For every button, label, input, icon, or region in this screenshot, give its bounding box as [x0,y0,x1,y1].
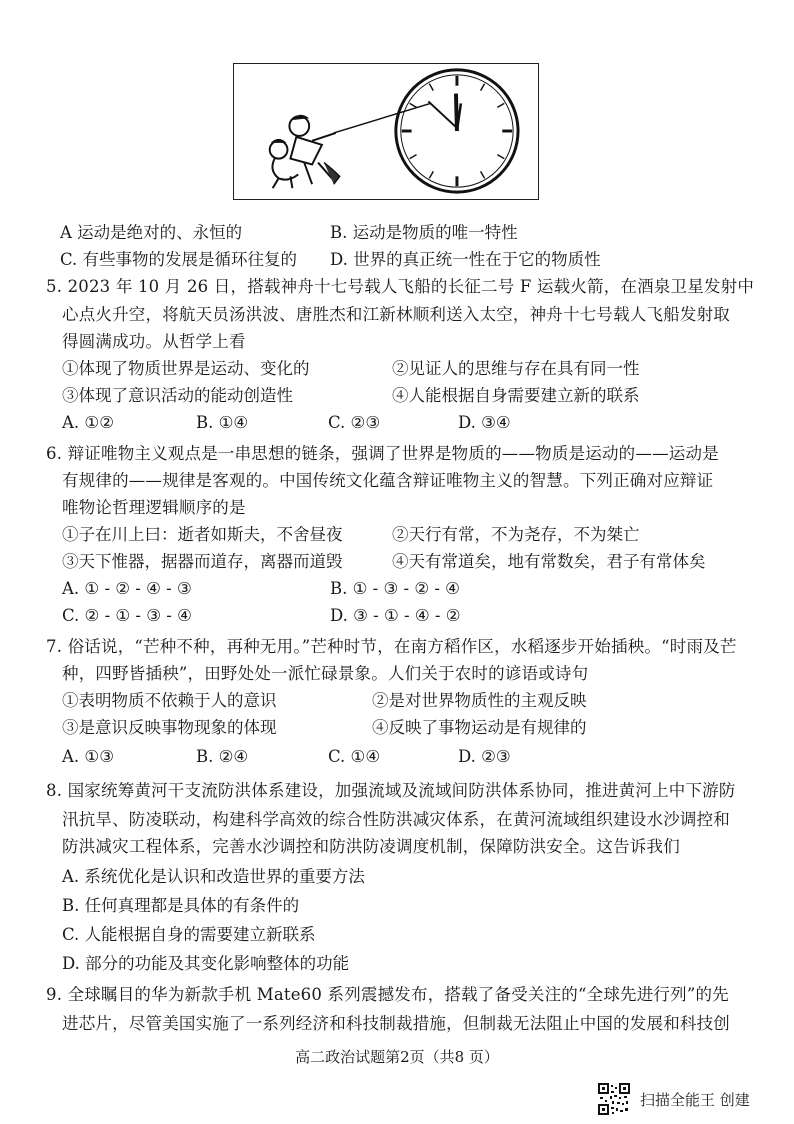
q4-option-b: B. 运动是物质的唯一特性 [330,223,518,242]
q9-stem-line-2: 进芯片，尽管美国实施了一系列经济和科技制裁措施，但制裁无法阻止中国的发展和科技创 [62,1014,730,1033]
q7-item-4: ④反映了事物运动是有规律的 [372,718,587,737]
q5-item-1: ①体现了物质世界是运动、变化的 [62,359,310,378]
q7-choice-a: A. ①③ [62,747,114,766]
q6-item-3: ③天下惟器，据器而道存，离器而道毁 [62,552,343,571]
q9-stem-line-1: 9. 全球瞩目的华为新款手机 Mate60 系列震撼发布，搭载了备受关注的“全球先进行列”的先 [46,985,729,1004]
q8-choice-a: A. 系统优化是认识和改造世界的重要方法 [62,867,365,886]
q6-stem-line-2: 有规律的——规律是客观的。中国传统文化蕴含辩证唯物主义的智慧。下列正确对应辩证 [62,471,714,490]
q5-stem-line-3: 得圆满成功。从哲学上看 [62,332,246,351]
q7-item-1: ①表明物质不依赖于人的意识 [62,691,277,710]
q5-item-4: ④人能根据自身需要建立新的联系 [392,386,640,405]
q5-stem-line-1: 5. 2023 年 10 月 26 日，搭载神舟十七号载人飞船的长征二号 F 运载火箭，在酒泉卫星发射中 [46,277,755,296]
watermark-text: 扫描全能王 创建 [640,1091,750,1109]
q5-item-2: ②见证人的思维与存在具有同一性 [392,359,640,378]
q7-choice-d: D. ②③ [458,747,511,766]
q6-choice-c: C. ② - ① - ③ - ④ [62,606,192,625]
q8-stem-line-3: 防洪减灾工程体系，完善水沙调控和防洪防凌调度机制，保障防洪安全。这告诉我们 [62,837,680,856]
q8-stem-line-2: 汛抗旱、防凌联动，构建科学高效的综合性防洪减灾体系，在黄河流域组织建设水沙调控和 [62,810,730,829]
q6-item-1: ①子在川上曰：逝者如斯夫，不舍昼夜 [62,525,343,544]
q5-choice-d: D. ③④ [458,413,511,432]
q6-choice-a: A. ① - ② - ④ - ③ [62,579,192,598]
q7-stem-line-1: 7. 俗话说，“芒种不种，再种无用。”芒种时节，在南方稻作区，水稻逐步开始插秧。“时雨及芒 [46,637,737,656]
q5-choice-b: B. ①④ [196,413,249,432]
q6-stem-line-3: 唯物论哲理逻辑顺序的是 [62,498,246,517]
q7-item-2: ②是对世界物质性的主观反映 [372,691,587,710]
qr-code-icon [598,1083,630,1115]
cartoon-illustration [233,63,539,200]
q6-item-2: ②天行有常，不为尧存，不为桀亡 [392,525,640,544]
q6-choice-d: D. ③ - ① - ④ - ② [330,606,461,625]
q4-option-a: A 运动是绝对的、永恒的 [60,223,243,242]
q5-choice-a: A. ①② [62,413,114,432]
page-footer: 高二政治试题第2页（共8 页） [295,1048,499,1066]
scanner-watermark [598,1083,788,1117]
q8-choice-d: D. 部分的功能及其变化影响整体的功能 [62,954,350,973]
q7-choice-c: C. ①④ [328,747,381,766]
q6-item-4: ④天有常道矣，地有常数矣，君子有常体矣 [392,552,706,571]
q7-stem-line-2: 种，四野皆插秧”，田野处处一派忙碌景象。人们关于农时的谚语或诗句 [62,664,589,683]
q4-option-d: D. 世界的真正统一性在于它的物质性 [330,250,601,269]
q7-choice-b: B. ②④ [196,747,249,766]
q6-stem-line-1: 6. 辩证唯物主义观点是一串思想的链条，强调了世界是物质的——物质是运动的——运动是 [46,444,719,463]
clock-cartoon-drawing [234,64,538,199]
q4-option-c: C. 有些事物的发展是循环往复的 [60,250,298,269]
q5-stem-line-2: 心点火升空，将航天员汤洪波、唐胜杰和江新林顺利送入太空，神舟十七号载人飞船发射取 [62,305,730,324]
q8-stem-line-1: 8. 国家统筹黄河干支流防洪体系建设，加强流域及流域间防洪体系协同，推进黄河上中下游防 [46,781,736,800]
q8-choice-c: C. 人能根据自身的需要建立新联系 [62,925,316,944]
q7-item-3: ③是意识反映事物现象的体现 [62,718,277,737]
q5-item-3: ③体现了意识活动的能动创造性 [62,386,293,405]
q6-choice-b: B. ① - ③ - ② - ④ [330,579,460,598]
q8-choice-b: B. 任何真理都是具体的有条件的 [62,896,300,915]
q5-choice-c: C. ②③ [328,413,381,432]
